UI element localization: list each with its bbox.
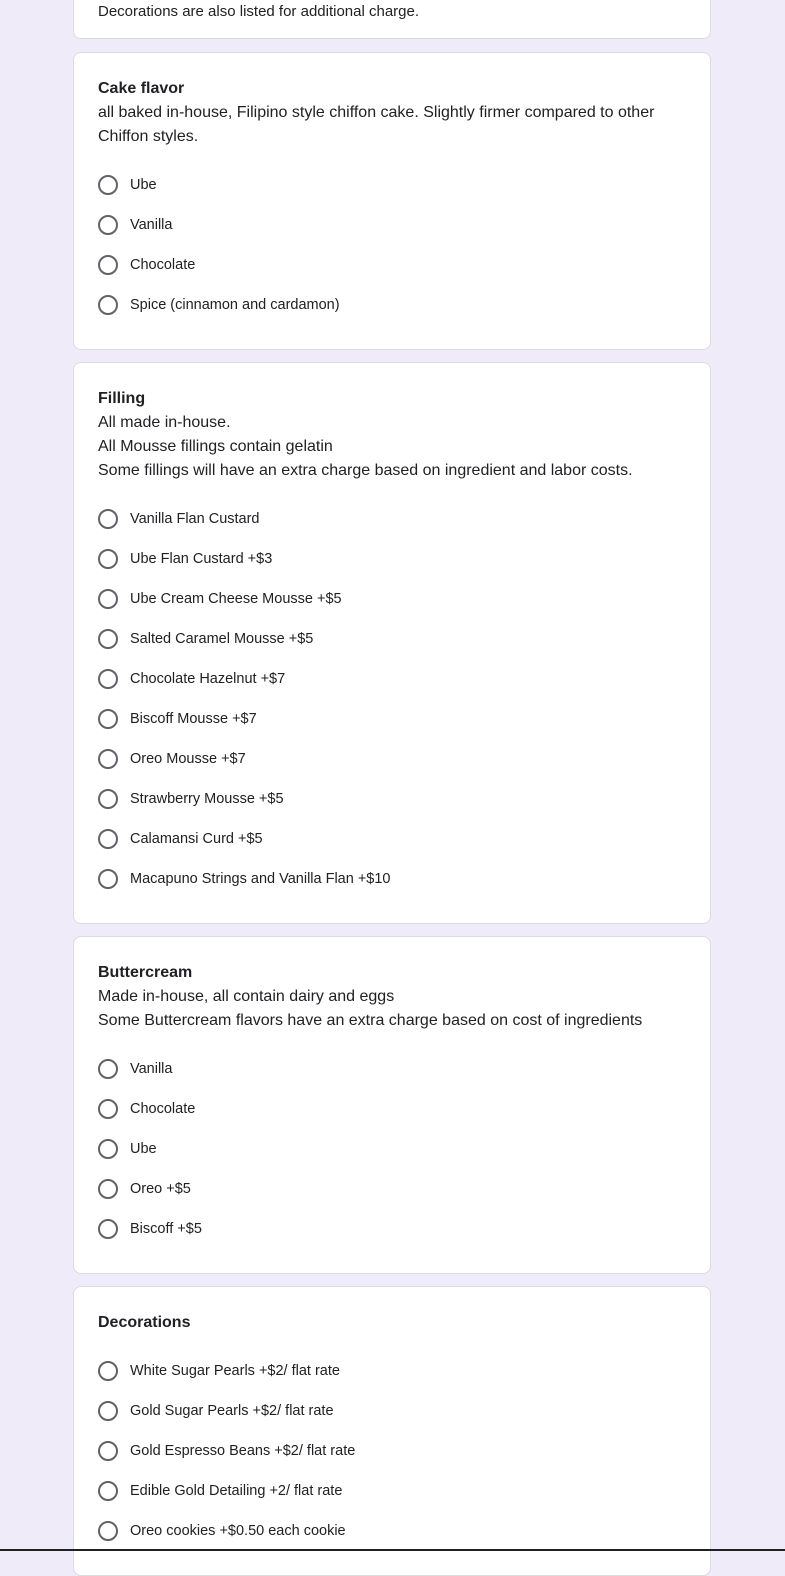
radio-button[interactable] [98,589,118,609]
option-label: Edible Gold Detailing +2/ flat rate [130,1483,343,1499]
radio-button[interactable] [98,829,118,849]
radio-option-chocolate[interactable] [98,253,195,277]
option-label: Vanilla [130,217,173,233]
radio-option-biscoff-mousse[interactable] [98,707,257,731]
radio-button[interactable] [98,709,118,729]
description-line: All made in-house. [98,414,231,431]
option-label: White Sugar Pearls +$2/ flat rate [130,1363,340,1379]
option-label: Oreo Mousse +$7 [130,751,246,767]
option-label: Vanilla Flan Custard [130,511,260,527]
question-title: Cake flavor [98,80,185,97]
radio-button[interactable] [98,549,118,569]
radio-option-vanilla-flan-custard[interactable] [98,507,260,531]
radio-option-oreo[interactable] [98,1177,191,1201]
radio-option-vanilla[interactable] [98,213,172,237]
question-description [98,101,688,149]
radio-option-ube-cream-cheese-mousse[interactable] [98,587,342,611]
option-label: Chocolate [130,257,196,273]
option-label: Ube Cream Cheese Mousse +$5 [130,591,342,607]
option-label: Biscoff Mousse +$7 [130,711,257,727]
intro-card [73,0,711,39]
radio-option-ube[interactable] [98,1137,157,1161]
radio-button[interactable] [98,255,118,275]
option-label: Ube [130,177,157,193]
radio-button[interactable] [98,1481,118,1501]
radio-option-calamansi-curd[interactable] [98,827,263,851]
question-title: Buttercream [98,964,193,981]
description-line: Made in-house, all contain dairy and eggs [98,988,395,1005]
radio-option-spice[interactable] [98,293,340,317]
question-card-filling [73,362,711,924]
option-label: Ube Flan Custard +$3 [130,551,273,567]
option-label: Macapuno Strings and Vanilla Flan +$10 [130,871,391,887]
radio-button[interactable] [98,669,118,689]
radio-option-edible-gold-detailing[interactable] [98,1479,342,1503]
radio-option-white-sugar-pearls[interactable] [98,1359,340,1383]
radio-button[interactable] [98,509,118,529]
option-label: Oreo +$5 [130,1181,191,1197]
radio-button[interactable] [98,1139,118,1159]
radio-button[interactable] [98,1361,118,1381]
radio-option-biscoff[interactable] [98,1217,202,1241]
radio-button[interactable] [98,175,118,195]
radio-option-gold-espresso-beans[interactable] [98,1439,355,1463]
question-card-buttercream [73,936,711,1274]
question-description [98,985,688,1033]
radio-option-ube-flan-custard[interactable] [98,547,272,571]
radio-button[interactable] [98,1059,118,1079]
option-label: Gold Sugar Pearls +$2/ flat rate [130,1403,334,1419]
option-label: Chocolate [130,1101,196,1117]
radio-option-chocolate-hazelnut[interactable] [98,667,285,691]
question-description [98,411,688,483]
description-line: Some fillings will have an extra charge based on ingredient and labor costs. [98,462,633,479]
option-label: Strawberry Mousse +$5 [130,791,284,807]
radio-button[interactable] [98,789,118,809]
radio-option-ube[interactable] [98,173,157,197]
radio-option-chocolate[interactable] [98,1097,195,1121]
question-title: Decorations [98,1314,191,1331]
description-line: All Mousse fillings contain gelatin [98,438,333,455]
radio-option-oreo-cookies[interactable] [98,1519,346,1543]
radio-button[interactable] [98,1441,118,1461]
question-card-cake-flavor [73,52,711,350]
radio-button[interactable] [98,1099,118,1119]
option-label: Chocolate Hazelnut +$7 [130,671,286,687]
option-label: Calamansi Curd +$5 [130,831,263,847]
radio-option-oreo-mousse[interactable] [98,747,246,771]
radio-option-salted-caramel-mousse[interactable] [98,627,313,651]
option-label: Biscoff +$5 [130,1221,202,1237]
question-card-decorations [73,1286,711,1576]
option-label: Ube [130,1141,157,1157]
radio-option-gold-sugar-pearls[interactable] [98,1399,334,1423]
option-label: Vanilla [130,1061,173,1077]
intro-description: Decorations are also listed for additional charge. [98,3,420,20]
radio-button[interactable] [98,869,118,889]
radio-button[interactable] [98,749,118,769]
radio-option-vanilla[interactable] [98,1057,172,1081]
radio-button[interactable] [98,1219,118,1239]
description-line: all baked in-house, Filipino style chiffon cake. Slightly firmer compared to other Chiffon styles. [98,104,655,145]
description-line: Some Buttercream flavors have an extra charge based on cost of ingredients [98,1012,643,1029]
option-label: Oreo cookies +$0.50 each cookie [130,1523,346,1539]
radio-button[interactable] [98,1521,118,1541]
radio-button[interactable] [98,1401,118,1421]
radio-button[interactable] [98,1179,118,1199]
radio-button[interactable] [98,629,118,649]
radio-option-strawberry-mousse[interactable] [98,787,284,811]
question-title: Filling [98,390,146,407]
radio-button[interactable] [98,295,118,315]
radio-button[interactable] [98,215,118,235]
option-label: Gold Espresso Beans +$2/ flat rate [130,1443,356,1459]
radio-option-macapuno-strings[interactable] [98,867,391,891]
option-label: Salted Caramel Mousse +$5 [130,631,314,647]
option-label: Spice (cinnamon and cardamon) [130,297,340,313]
